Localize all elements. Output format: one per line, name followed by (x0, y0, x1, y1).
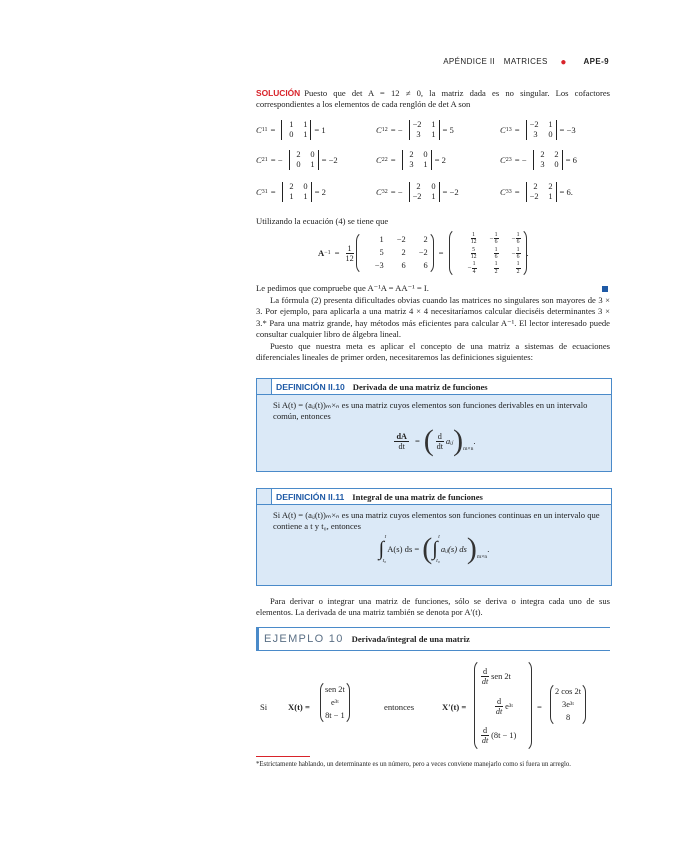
definition-ii11-code: DEFINICIÓN II.11 (276, 491, 345, 502)
xprime-vector: $\frac{d}{dt}$ sen 2t $\frac{d}{dt}$ e³ᵗ $\frac{d}{dt}$ (8t − 1) (474, 659, 532, 752)
cofactor-minor-determinant: 2 0 1 1 (282, 182, 312, 202)
cofactor-index: 31 (261, 189, 268, 195)
cofactor-value: = 6. (559, 187, 573, 197)
cofactor-value: = 2 (434, 155, 446, 165)
example-10-body: Si X(t) = sen 2t e³ᵗ 8t − 1 entonces X′(t) = $\frac{d}{dt}$ sen 2t $\frac{d}{dt}$ e³ᵗ $\frac{d}{dt}$ (8t − 1) = 2 cos 2t 3e³ᵗ 8 (256, 660, 610, 750)
definition-ii11-header (257, 489, 611, 505)
result-vector: 2 cos 2t 3e³ᵗ 8 (550, 682, 586, 727)
cofactor-c21: C 21 = − 2 0 0 1 = −2 (256, 150, 338, 169)
cofactor-label: C (256, 125, 262, 135)
cofactor-minor-determinant: 2 2 3 0 (533, 150, 563, 170)
running-header (443, 57, 609, 68)
cofactor-value: = −3 (559, 125, 576, 135)
cofactor-c33: C 33 = 2 2 −2 1 = 6. (500, 182, 573, 201)
inverse-entry: − $\frac{1}{6}$ (511, 246, 520, 261)
cofactor-value: = −2 (442, 187, 459, 197)
cofactor-c32: C 32 = − 2 0 −2 1 = −2 (376, 182, 459, 201)
end-of-solution-icon (602, 286, 608, 292)
inverse-eq: = (334, 248, 340, 258)
footnote-rule (256, 756, 310, 757)
example-10-title: Derivada/integral de una matriz (351, 634, 470, 644)
matrix-entry: 1 (379, 235, 384, 244)
inverse-entry: − $\frac{1}{6}$ (489, 231, 498, 246)
matrix-entry: −2 (396, 235, 406, 244)
cofactor-index: 11 (261, 127, 268, 133)
using-equation-text: Utilizando la ecuación (4) se tiene que (256, 216, 389, 226)
adjugate-matrix (356, 231, 434, 275)
matrix-entry: 2 (423, 235, 428, 244)
cofactor-label: C (376, 187, 382, 197)
definition-ii11-title: Integral de una matriz de funciones (352, 491, 483, 502)
cofactor-value: = 5 (442, 125, 454, 135)
definition-ii10-header (257, 379, 611, 395)
matrix-entry: −2 (418, 248, 428, 257)
cofactor-label: C (500, 125, 506, 135)
page-number: APE-9 (583, 57, 609, 66)
cofactor-c12: C 12 = − −2 1 3 1 = 5 (376, 120, 454, 139)
x-lhs: X(t) = (288, 702, 310, 712)
cofactor-label: C (376, 125, 382, 135)
solution-paragraph (256, 88, 610, 111)
example-10-header (256, 627, 610, 651)
header-section: APÉNDICE II (443, 57, 496, 66)
cofactor-label: C (500, 187, 506, 197)
inverse-entry: 1 6 (494, 246, 498, 261)
cofactor-index: 13 (505, 127, 512, 133)
cofactor-label: C (500, 155, 506, 165)
matrix-entry: 2 (401, 248, 406, 257)
paragraph-derive-integrate: Para derivar o integrar una matriz de funciones, sólo se deriva o integra cada uno de sus elementos. La derivada de una matriz también se denota por A′(t). (256, 596, 610, 618)
inverse-entry: − $\frac{1}{6}$ (511, 231, 520, 246)
cofactor-minor-determinant: −2 1 3 1 (409, 120, 440, 140)
inverse-equation: A −1 = $\frac{1}{12}$ 1 −2 2 5 2 −2 −3 6 6 = 1 12 − $\frac{1}{6}$ − $\frac{1}{6}$ 5 12 1 6 − $\frac{1}{6}$ − $\frac{1}{4}$ 1 2 1 2 . (318, 230, 529, 276)
definition-ii10-title: Derivada de una matriz de funciones (352, 381, 488, 392)
cofactor-minor-determinant: 2 2 −2 1 (526, 182, 557, 202)
cofactor-index: 22 (381, 157, 388, 163)
cofactor-index: 21 (261, 157, 268, 163)
inverse-entry: 1 12 (470, 231, 477, 246)
inverse-entry: 5 12 (470, 246, 477, 261)
cofactor-value: = 1 (314, 125, 326, 135)
definition-ii10-formula: $\frac{dA}{dt}$ = ( $\frac{d}{dt}$ aᵢⱼ ) m×n . (396, 424, 476, 457)
example-10-code: EJEMPLO 10 (264, 633, 344, 645)
check-text: Le pedimos que compruebe que A⁻¹A = AA⁻¹ = I. (256, 283, 429, 293)
cofactor-c13: C 13 = −2 1 3 0 = −3 (500, 120, 576, 139)
cofactor-value: = −2 (321, 155, 338, 165)
definition-ii10-body: Si A(t) = (aᵢⱼ(t))ₘ×ₙ es una matriz cuyos elementos son funciones derivables en un intervalo común, entonces (273, 400, 588, 421)
cofactor-c31: C 31 = 2 0 1 1 = 2 (256, 182, 326, 201)
cofactor-c11: C 11 = 1 1 0 1 = 1 (256, 120, 326, 139)
matrix-entry: 5 (379, 248, 384, 257)
inverse-entry: 1 2 (494, 261, 498, 275)
matrix-entry: 6 (401, 261, 406, 270)
cofactor-value: = 2 (314, 187, 326, 197)
example-si: Si (260, 702, 268, 712)
solution-label: SOLUCIÓN (256, 88, 301, 98)
definition-ii10-code: DEFINICIÓN II.10 (276, 381, 345, 392)
definition-ii11-body: Si A(t) = (aᵢⱼ(t))ₘ×ₙ es una matriz cuyos elementos son funciones continuas en un intervalo que contiene a t y t₀, entonces (273, 510, 600, 531)
matrix-entry: 6 (423, 261, 428, 270)
cofactor-value: = 6 (565, 155, 577, 165)
cofactor-row-3 (256, 180, 610, 204)
header-topic: MATRICES (503, 57, 548, 66)
matrix-entry: −3 (374, 261, 384, 270)
xprime-lhs: X′(t) = (442, 702, 467, 712)
paragraph-goal: Puesto que nuestra meta es aplicar el concepto de una matriz a sistemas de ecuaciones diferenciales lineales de primer orden, necesitaremos las definiciones siguientes: (256, 341, 610, 363)
inverse-sup: −1 (324, 250, 331, 256)
inverse-lhs: A (318, 248, 325, 258)
inverse-scalar: $\frac{1}{12}$ (345, 243, 354, 263)
example-entonces: entonces (384, 702, 415, 712)
cofactor-label: C (256, 155, 262, 165)
cofactor-row-2 (256, 148, 610, 172)
inverse-entry: − $\frac{1}{4}$ (467, 261, 476, 275)
cofactor-index: 32 (381, 189, 388, 195)
solution-text: Puesto que det A = 12 ≠ 0, la matriz dada es no singular. Los cofactores correspondientes a los elementos de cada renglón de det A son (256, 88, 610, 110)
inverse-entry: 1 2 (516, 261, 520, 275)
cofactor-row-1 (256, 118, 610, 142)
cofactor-minor-determinant: −2 1 3 0 (526, 120, 557, 140)
definition-ii11-formula: t ∫ t₀ A(s) ds = ( t ∫ t₀ aᵢⱼ(s) ds ) m×n . (378, 532, 490, 565)
cofactor-minor-determinant: 2 0 0 1 (289, 150, 319, 170)
definition-ii10-box (256, 378, 612, 472)
cofactor-label: C (376, 155, 382, 165)
bullet-icon: ● (560, 57, 567, 68)
cofactor-index: 12 (381, 127, 388, 133)
cofactor-minor-determinant: 2 0 −2 1 (409, 182, 440, 202)
cofactor-index: 33 (505, 189, 512, 195)
cofactor-label: C (256, 187, 262, 197)
cofactor-minor-determinant: 1 1 0 1 (281, 120, 311, 140)
paragraph-formula-difficulty: La fórmula (2) presenta dificultades obvias cuando las matrices no singulares son mayores de 3 × 3. Por ejemplo, para aplicarla a una matriz 4 × 4 necesitaríamos calcular dieciséis determinantes 3 × 3.* Para una matriz grande, hay métodos más eficientes para calcular A⁻¹. El lector interesado puede consultar cualquier libro de álgebra lineal. (256, 295, 610, 339)
cofactor-index: 23 (505, 157, 512, 163)
inverse-result-matrix (449, 228, 527, 279)
cofactor-minor-determinant: 2 0 3 1 (402, 150, 432, 170)
definition-ii11-box (256, 488, 612, 586)
footnote: *Estrictamente hablando, un determinante es un número, pero a veces conviene manejarlo como si fuera un arreglo. (256, 761, 571, 768)
cofactor-c22: C 22 = 2 0 3 1 = 2 (376, 150, 446, 169)
x-vector: sen 2t e³ᵗ 8t − 1 (320, 680, 350, 725)
cofactor-c23: C 23 = − 2 2 3 0 = 6 (500, 150, 577, 169)
